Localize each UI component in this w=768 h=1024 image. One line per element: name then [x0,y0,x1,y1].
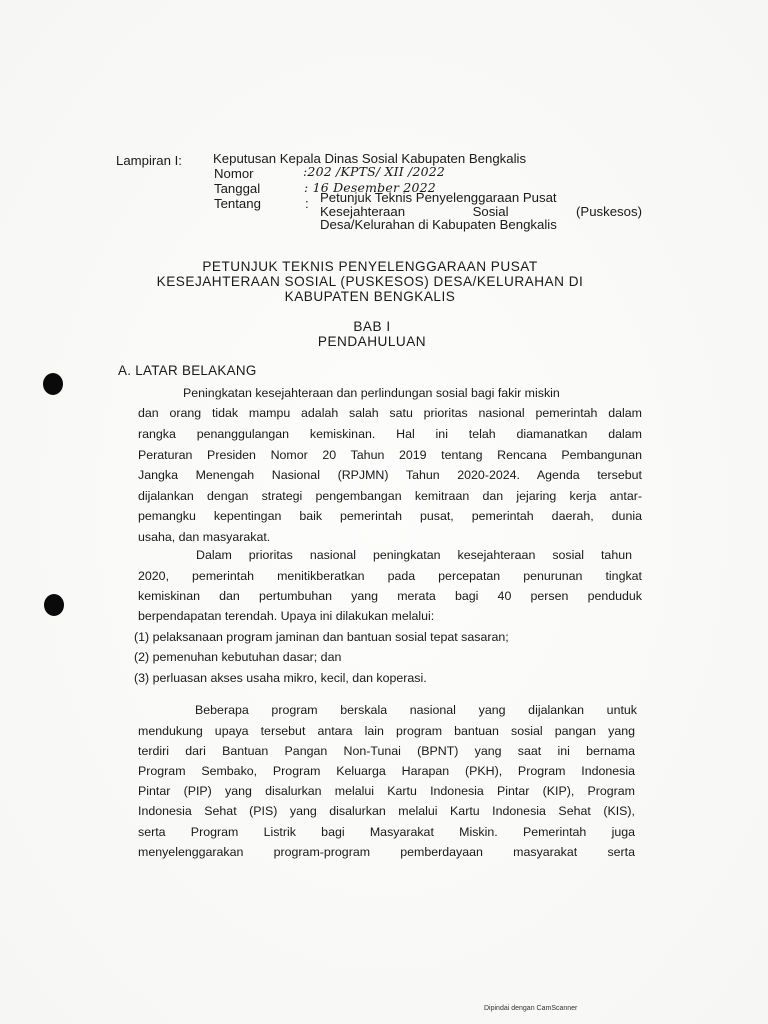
para1-line: dan orang tidak mampu adalah salah satu prioritas nasional pemerintah dalam [138,406,642,420]
para3-line: serta Program Listrik bagi Masyarakat Miskin. Pemerintah juga [138,825,635,839]
bab-heading: BAB I [353,319,391,334]
para2-line: Dalam prioritas nasional peningkatan kesejahteraan sosial tahun [196,548,632,562]
tanggal-value: : 16 Desember 2022 [304,180,436,195]
doc-title-line-3: KABUPATEN BENGKALIS [284,289,456,304]
tentang-line-2-c: (Puskesos) [576,204,642,219]
para1-line: pemangku kepentingan baik pemerintah pusat, pemerintah daerah, dunia [138,509,642,523]
para3-line: mendukung upaya tersebut antara lain program bantuan sosial pangan yang [138,724,635,738]
scanner-watermark: Dipindai dengan CamScanner [484,1005,578,1012]
para3-line: Indonesia Sehat (PIS) yang disalurkan melalui Kartu Indonesia Sehat (KIS), [138,804,635,818]
para2-line: berpendapatan terendah. Upaya ini dilakukan melalui: [138,609,435,623]
lampiran-label: Lampiran I: [116,153,182,168]
para1-line: Peraturan Presiden Nomor 20 Tahun 2019 tentang Rencana Pembangunan [138,448,642,462]
para1-line: usaha, dan masyarakat. [138,530,271,544]
list-item: (3) perluasan akses usaha mikro, kecil, dan koperasi. [134,671,427,685]
para3-line: Program Sembako, Program Keluarga Harapan (PKH), Program Indonesia [138,764,635,778]
para2-line: 2020, pemerintah menitikberatkan pada percepatan penurunan tingkat [138,569,642,583]
keputusan-text: Keputusan Kepala Dinas Sosial Kabupaten Bengkalis [213,151,527,166]
para3-line: Pintar (PIP) yang disalurkan melalui Kartu Indonesia Pintar (KIP), Program [138,784,635,798]
punch-hole-bottom [44,594,64,616]
tentang-line-1: Petunjuk Teknis Penyelenggaraan Pusat [320,190,557,205]
para3-line: menyelenggarakan program-program pemberdayaan masyarakat serta [138,845,635,859]
tentang-line-2-b: Sosial [472,204,509,219]
section-a-heading: A. LATAR BELAKANG [118,363,257,378]
para3-line: terdiri dari Bantuan Pangan Non-Tunai (BPNT) yang saat ini bernama [138,744,635,758]
list-item: (1) pelaksanaan program jaminan dan bantuan sosial tepat sasaran; [134,630,509,644]
tanggal-label: Tanggal [214,181,261,196]
tentang-line-3: Desa/Kelurahan di Kabupaten Bengkalis [320,217,557,232]
tentang-colon: : [305,196,309,211]
doc-title-line-2: KESEJAHTERAAN SOSIAL (PUSKESOS) DESA/KELURAHAN DI [156,274,584,289]
nomor-value: :202 /KPTS/ XII /2022 [303,164,446,179]
list-item: (2) pemenuhan kebutuhan dasar; dan [134,650,342,664]
para1-line: dijalankan dengan strategi pengembangan kemitraan dan jejaring kerja antar- [138,489,642,503]
para1-line: Jangka Menengah Nasional (RPJMN) Tahun 2020-2024. Agenda tersebut [138,468,642,482]
nomor-label: Nomor [214,166,254,181]
tentang-line-2-a: Kesejahteraan [320,204,406,219]
doc-title-line-1: PETUNJUK TEKNIS PENYELENGGARAAN PUSAT [202,259,538,274]
tentang-label: Tentang [214,196,261,211]
punch-hole-top [43,373,63,395]
para1-line: rangka penanggulangan kemiskinan. Hal ini telah diamanatkan dalam [138,427,642,441]
para1-line: Peningkatan kesejahteraan dan perlindungan sosial bagi fakir miskin [183,386,560,400]
para3-line: Beberapa program berskala nasional yang dijalankan untuk [195,703,637,717]
bab-title: PENDAHULUAN [317,334,427,349]
para2-line: kemiskinan dan pertumbuhan yang merata bagi 40 persen penduduk [138,589,642,603]
